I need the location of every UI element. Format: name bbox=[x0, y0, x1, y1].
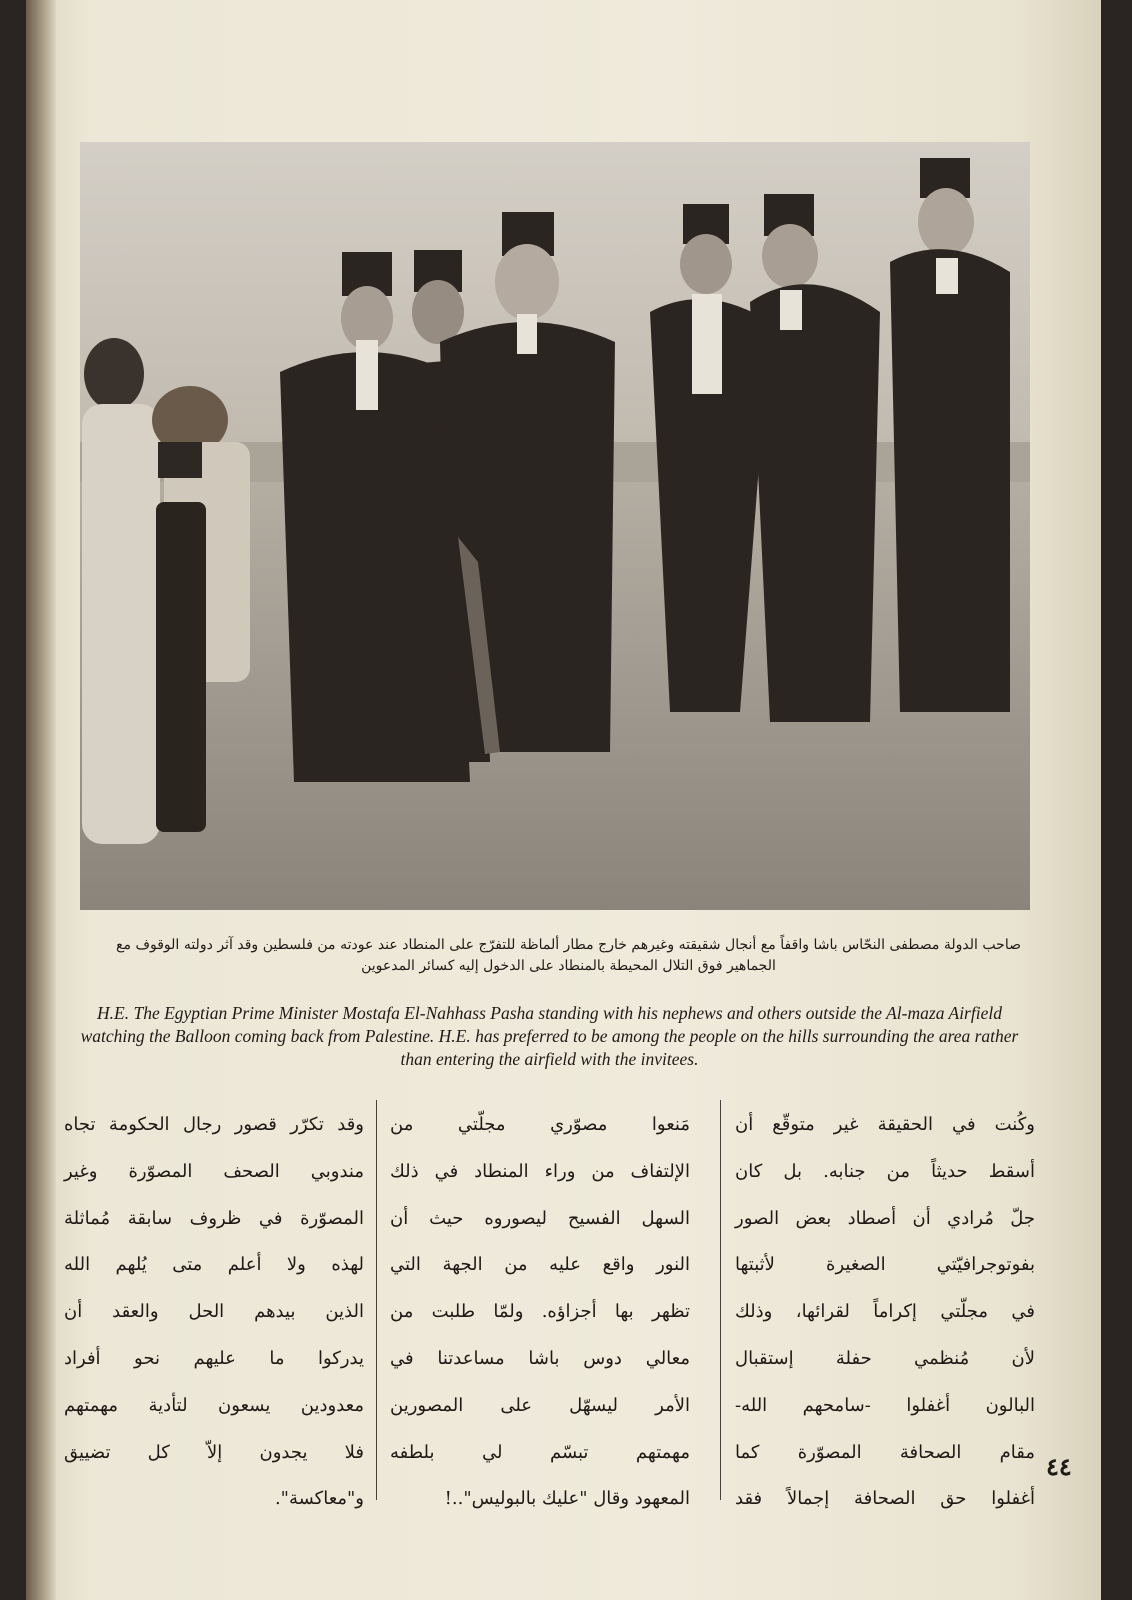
column-line: وكُنت في الحقيقة غير متوقّع أن bbox=[735, 1114, 1035, 1135]
column-line: لأن مُنظمي حفلة إستقبال bbox=[735, 1347, 1035, 1369]
text-column-right bbox=[735, 1102, 1035, 1523]
page-number: ٤٤ bbox=[1046, 1452, 1072, 1481]
column-line: مَنعوا مصوّري مجلّتي من bbox=[390, 1114, 690, 1135]
column-line: بفوتوجرافيّتي الصغيرة لأثبتها bbox=[735, 1254, 1035, 1276]
column-line: السهل الفسيح ليصوروه حيث أن bbox=[390, 1207, 690, 1229]
person-woman-hat bbox=[84, 338, 144, 410]
column-line: مندوبي الصحف المصوّرة وغير bbox=[64, 1160, 364, 1182]
text-column-left bbox=[64, 1102, 364, 1523]
column-line: النور واقع عليه من الجهة التي bbox=[390, 1254, 690, 1276]
column-line: لهذه ولا أعلم متى يُلهم الله bbox=[64, 1254, 364, 1276]
arabic-caption: صاحب الدولة مصطفى النحّاس باشا واقفاً مع أنجال شقيقته وغيرهم خارج مطار ألماظة للتفرّج على المنطاد عند عودته من فلسطين وقد آثر دولته الوقوف مع الجماهير فوق التلال المحيطة بالمنطاد على الدخول إليه كسائر المدعوين bbox=[116, 937, 1021, 974]
person-boy bbox=[156, 502, 206, 832]
column-line: و"معاكسة". bbox=[274, 1488, 364, 1510]
historical-photograph bbox=[80, 142, 1030, 910]
column-line: أسقط حديثاً من جنابه. بل كان bbox=[735, 1160, 1035, 1182]
column-line: يدركوا ما عليهم نحو أفراد bbox=[64, 1347, 364, 1369]
photo-illustration bbox=[80, 142, 1030, 910]
text-column-middle bbox=[390, 1102, 690, 1523]
column-divider bbox=[376, 1100, 377, 1500]
column-line: مهمتهم تبسّم لي بلطفه bbox=[390, 1441, 690, 1463]
column-divider bbox=[720, 1100, 721, 1500]
book-page bbox=[26, 0, 1101, 1600]
column-line: أغفلوا حق الصحافة إجمالاً فقد bbox=[735, 1488, 1035, 1510]
column-line: في مجلّتي إكراماً لقرائها، وذلك bbox=[735, 1301, 1035, 1323]
column-line: الإلتفاف من وراء المنطاد في ذلك bbox=[390, 1160, 690, 1182]
column-line: الأمر ليسهّل على المصورين bbox=[390, 1394, 690, 1416]
column-line: معدودين يسعون لتأدية مهمتهم bbox=[64, 1394, 364, 1416]
column-line: المعهود وقال "عليك بالبوليس"..! bbox=[444, 1488, 690, 1510]
book-binding bbox=[26, 0, 56, 1600]
column-line: جلّ مُرادي أن أصطاد بعض الصور bbox=[735, 1207, 1035, 1229]
column-line: البالون أغفلوا -سامحهم الله- bbox=[735, 1394, 1035, 1416]
column-line: تظهر بها أجزاؤه. ولمّا طلبت من bbox=[390, 1301, 690, 1323]
column-line: المصوّرة في ظروف سابقة مُماثلة bbox=[64, 1207, 364, 1229]
column-line: مقام الصحافة المصوّرة كما bbox=[735, 1441, 1035, 1463]
column-line: معالي دوس باشا مساعدتنا في bbox=[390, 1347, 690, 1369]
english-caption: H.E. The Egyptian Prime Minister Mostafa El-Nahhass Pasha standing with his nephews and others outside the Al-maza Airfield watching the Balloon coming back from Palestine. H.E. has preferred to be among the people on the hills surrounding the area rather than entering the airfield with the invitees. bbox=[80, 1003, 1019, 1069]
column-line: وقد تكرّر قصور رجال الحكومة تجاه bbox=[64, 1114, 364, 1135]
column-line: فلا يجدون إلاّ كل تضييق bbox=[64, 1441, 364, 1463]
column-line: الذين بيدهم الحل والعقد أن bbox=[64, 1301, 364, 1323]
